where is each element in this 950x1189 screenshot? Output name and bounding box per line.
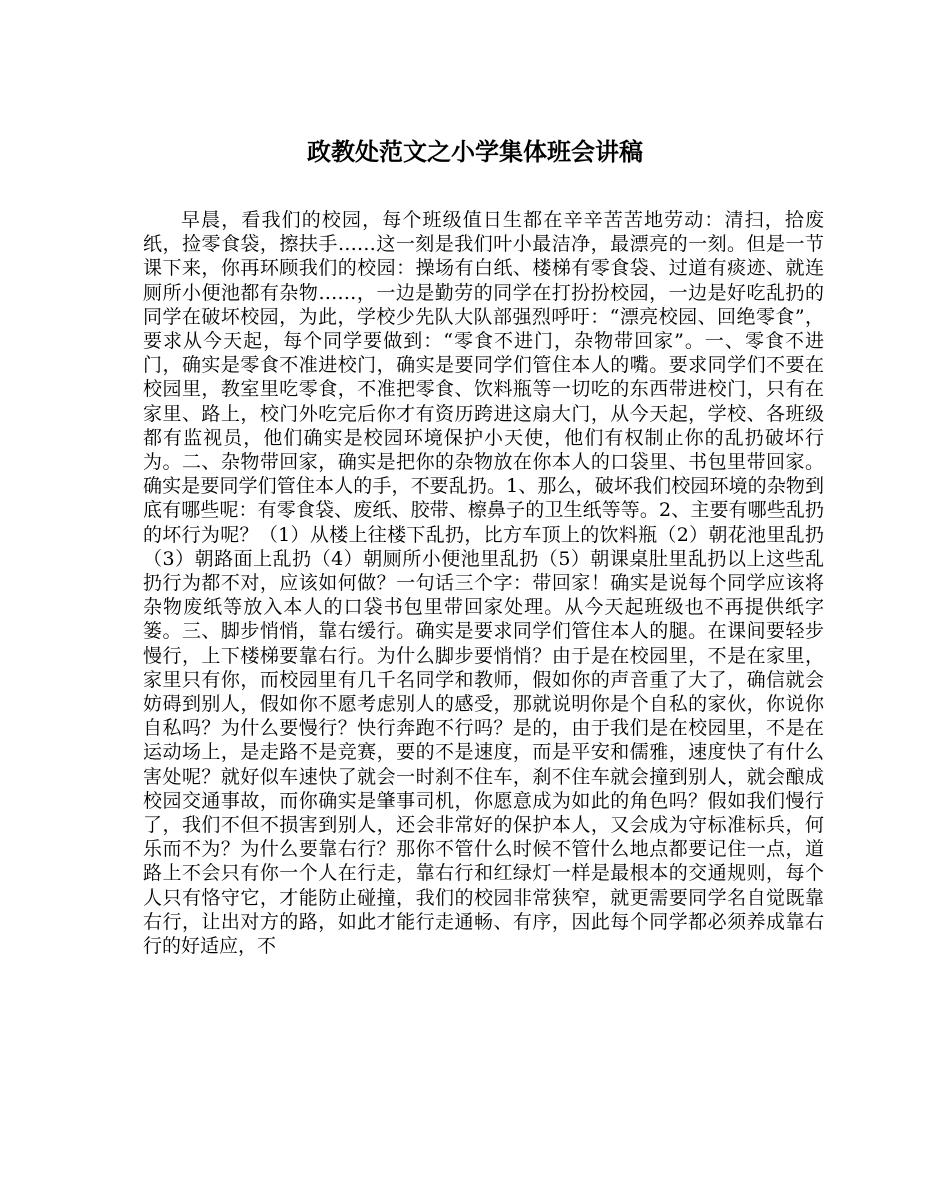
document-title: 政教处范文之小学集体班会讲稿 (307, 137, 643, 166)
document-body-paragraph: 早晨，看我们的校园，每个班级值日生都在辛辛苦苦地劳动：清扫，拾废纸，捡零食袋，擦扶手……这一刻是我们叶小最洁净，最漂亮的一刻。但是一节课下来，你再环顾我们的校园：操场有白纸、楼梯有零食袋、过道有痰迹、就连厕所小便池都有杂物……，一边是勤劳的同学在打扮扮校园，一边是好吃乱扔的同学在破坏校园，为此，学校少先队大队部强烈呼吁：“漂亮校园、回绝零食”，要求从今天起，每个同学要做到：“零食不进门，杂物带回家”。一、零食不进门，确实是零食不准进校门，确实是要同学们管住本人的嘴。要求同学们不要在校园里，教室里吃零食，不准把零食、饮料瓶等一切吃的东西带进校门，只有在家里、路上，校门外吃完后你才有资历跨进这扇大门，从今天起，学校、各班级都有监视员，他们确实是校园环境保护小天使，他们有权制止你的乱扔破坏行为。二、杂物带回家，确实是把你的杂物放在你本人的口袋里、书包里带回家。确实是要同学们管住本人的手，不要乱扔。1、那么，破坏我们校园环境的杂物到底有哪些呢：有零食袋、废纸、胶带、檫鼻子的卫生纸等等。2、主要有哪些乱扔的坏行为呢？（1）从楼上往楼下乱扔，比方车顶上的饮料瓶（2）朝花池里乱扔（3）朝路面上乱扔（4）朝厕所小便池里乱扔（5）朝课桌肚里乱扔以上这些乱扔行为都不对，应该如何做？一句话三个字：带回家！确实是说每个同学应该将杂物废纸等放入本人的口袋书包里带回家处理。从今天起班级也不再提供纸字篓。三、脚步悄悄，靠右缓行。确实是要求同学们管住本人的腿。在课间要轻步慢行，上下楼梯要靠右行。为什么脚步要悄悄？由于是在校园里，不是在家里，家里只有你，而校园里有几千名同学和教师，假如你的声音重了大了，确信就会妨碍到别人，假如你不愿考虑别人的感受，那就说明你是个自私的家伙，你说你自私吗？为什么要慢行？快行奔跑不行吗？是的，由于我们是在校园里，不是在运动场上，是走路不是竞赛，要的不是速度，而是平安和儒雅，速度快了有什么害处呢？就好似车速快了就会一时刹不住车，刹不住车就会撞到别人，就会酿成校园交通事故，而你确实是肇事司机，你愿意成为如此的角色吗？假如我们慢行了，我们不但不损害到别人，还会非常好的保护本人，又会成为守标准标兵，何乐而不为？为什么要靠右行？那你不管什么时候不管什么地点都要记住一点，道路上不会只有你一个人在行走，靠右行和红绿灯一样是最根本的交通规则，每个人只有恪守它，才能防止碰撞，我们的校园非常狭窄，就更需要同学名自觉既靠右行，让出对方的路，如此才能行走通畅、有序，因此每个同学都必须养成靠右行的好适应，不 (143, 209, 824, 958)
